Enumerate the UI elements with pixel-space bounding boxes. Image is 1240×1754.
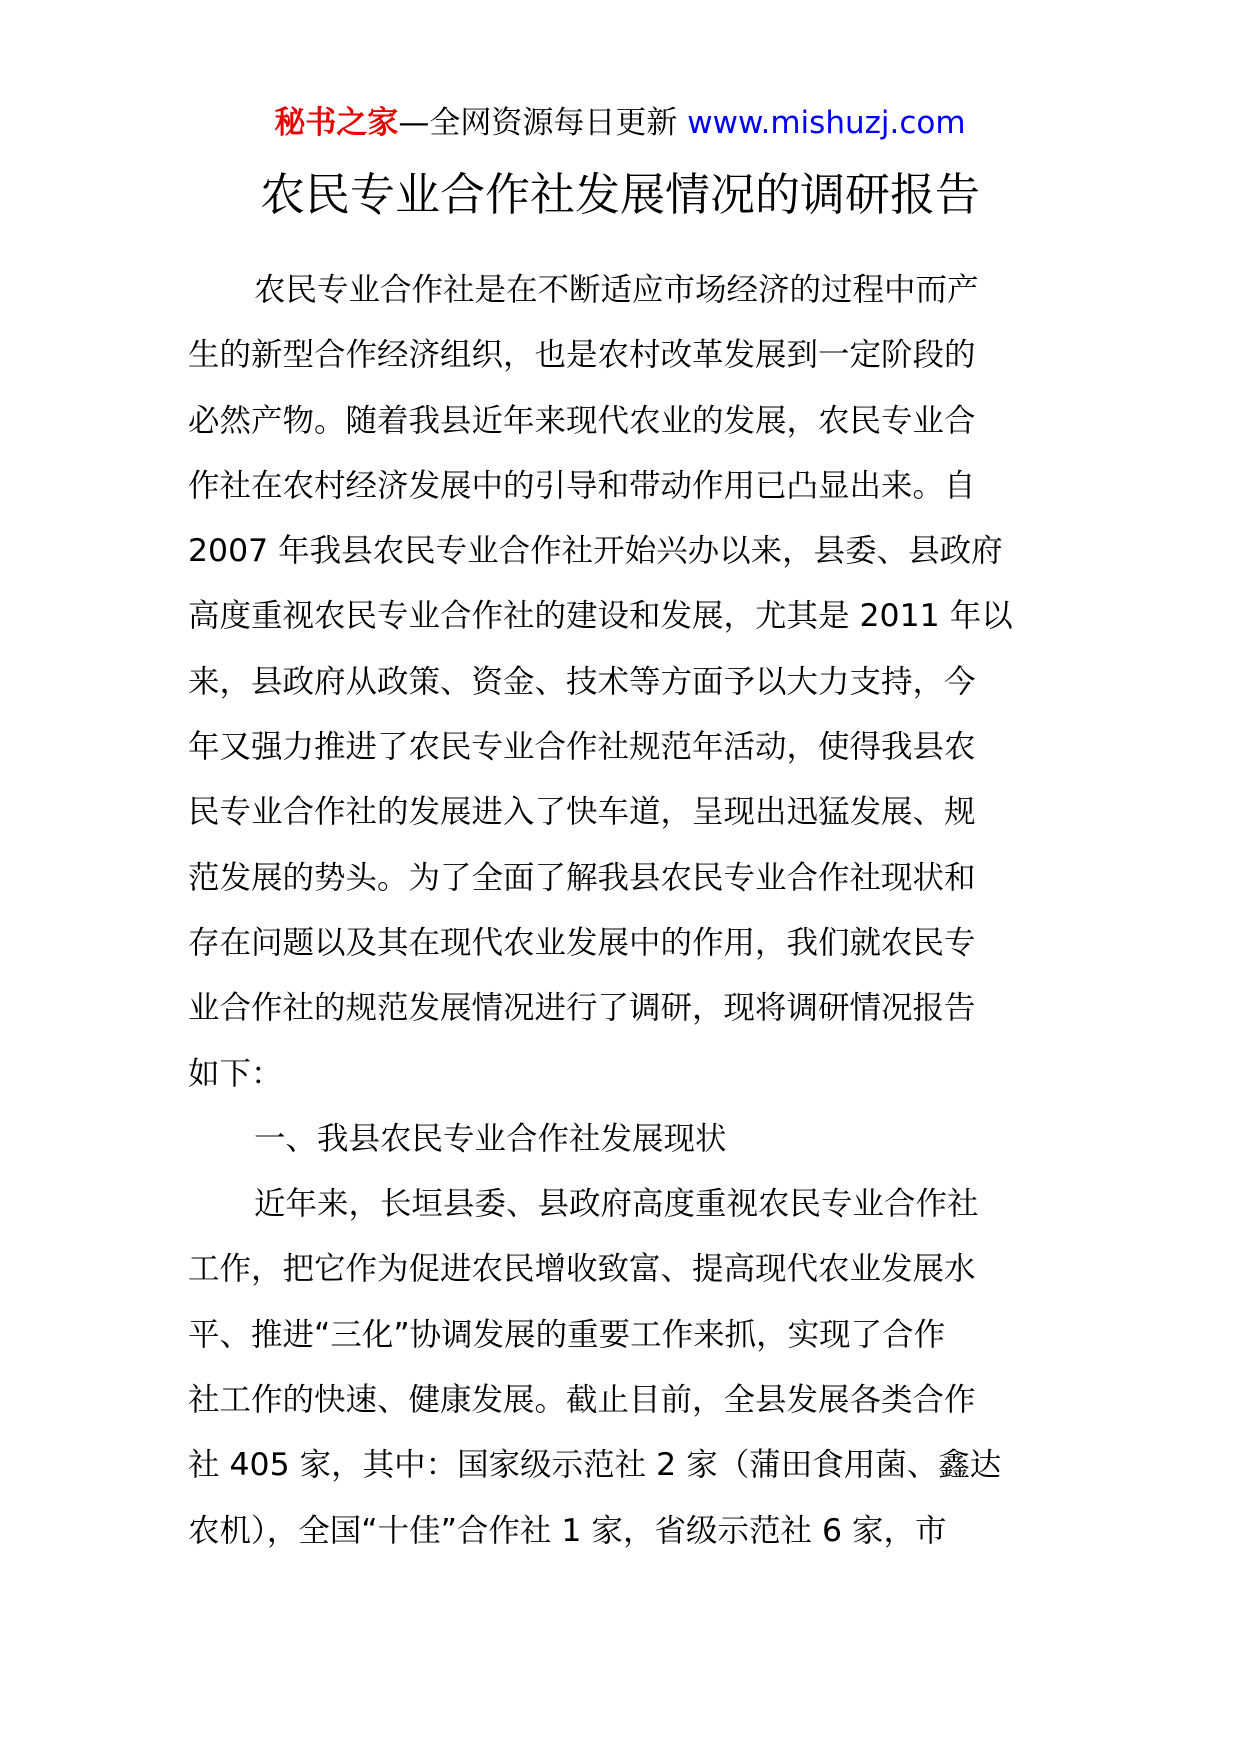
body-line: 社 405 家，其中：国家级示范社 2 家（蒲田食用菌、鑫达: [188, 1447, 1002, 1484]
body-line: 高度重视农民专业合作社的建设和发展，尤其是 2011 年以: [188, 598, 1013, 635]
body-line: 民专业合作社的发展进入了快车道，呈现出迅猛发展、规: [188, 794, 976, 831]
body-line: 来，县政府从政策、资金、技术等方面予以大力支持，今: [188, 663, 976, 700]
header-tagline: —全网资源每日更新: [398, 105, 678, 141]
body-line: 社工作的快速、健康发展。截止目前，全县发展各类合作: [188, 1382, 976, 1419]
body-line: 平、推进“三化”协调发展的重要工作来抓，实现了合作: [188, 1316, 946, 1353]
section-heading: 一、我县农民专业合作社发展现状: [254, 1120, 727, 1157]
body-line: 如下：: [188, 1055, 283, 1092]
body-line: 生的新型合作经济组织，也是农村改革发展到一定阶段的: [188, 337, 976, 374]
body-line: 业合作社的规范发展情况进行了调研，现将调研情况报告: [188, 990, 976, 1027]
body-line: 农民专业合作社是在不断适应市场经济的过程中而产: [254, 272, 979, 308]
body-line: 存在问题以及其在现代农业发展中的作用，我们就农民专: [188, 924, 976, 961]
site-header: [0, 98, 1240, 148]
body-line: 年又强力推进了农民专业合作社规范年活动，使得我县农: [188, 729, 976, 766]
body-line: 范发展的势头。为了全面了解我县农民专业合作社现状和: [188, 859, 976, 896]
brand-name: 秘书之家: [274, 105, 399, 141]
body-line: 农机），全国“十佳”合作社 1 家，省级示范社 6 家，市: [188, 1512, 947, 1549]
body-line: 作社在农村经济发展中的引导和带动作用已凸显出来。自: [188, 467, 976, 504]
body-line: 2007 年我县农民专业合作社开始兴办以来，县委、县政府: [188, 533, 1003, 570]
document-body: [188, 258, 1068, 1564]
body-line: 必然产物。随着我县近年来现代农业的发展，农民专业合: [188, 402, 976, 439]
body-line: 工作，把它作为促进农民增收致富、提高现代农业发展水: [188, 1251, 976, 1288]
site-url-link[interactable]: www.mishuzj.com: [687, 105, 966, 141]
body-line: 近年来，长垣县委、县政府高度重视农民专业合作社: [254, 1186, 979, 1223]
document-title: 农民专业合作社发展情况的调研报告: [259, 168, 980, 221]
